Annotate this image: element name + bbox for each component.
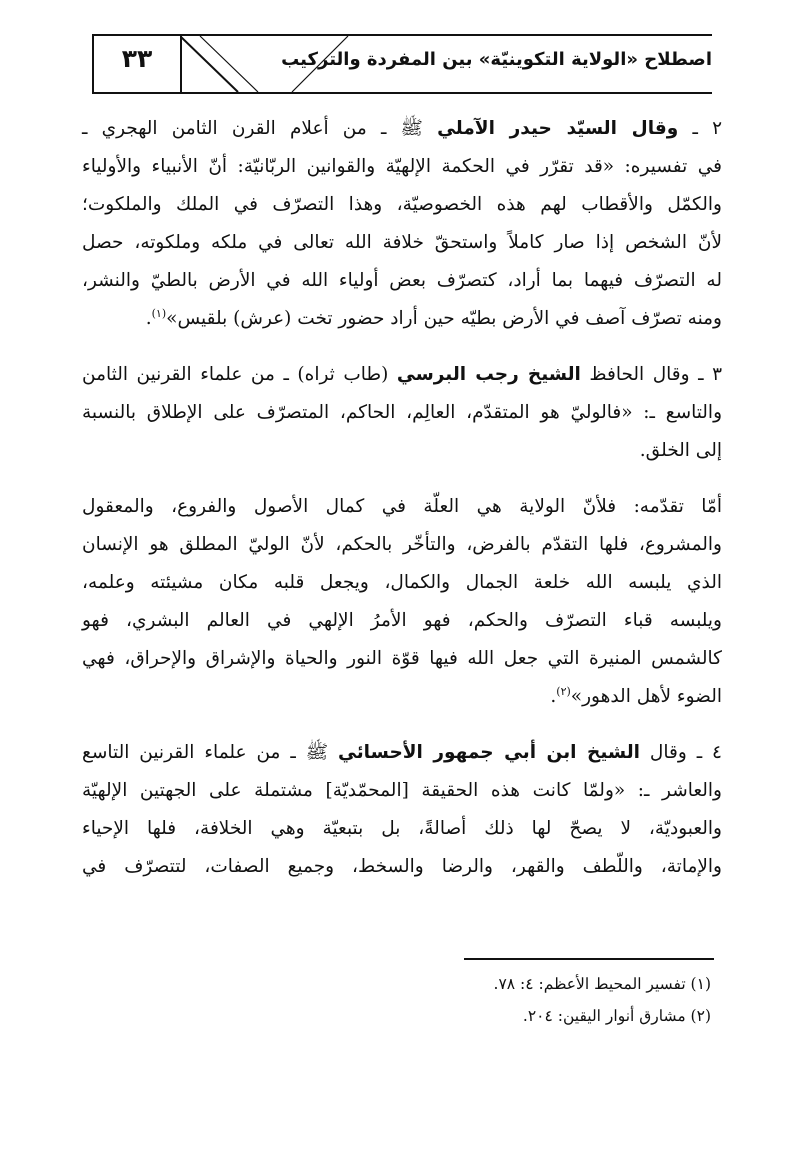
page-number-box [92, 36, 182, 92]
text-line: ويلبسه قباء التصرّف والحكم، فهو الأمرُ الإلهي في العالم البشري، فهو [82, 610, 722, 631]
text-line: لأنّ الشخص إذا صار كاملاً واستحقّ خلافة الله تعالى في ملكه وملكوته، حصل [82, 232, 722, 253]
text-line: في تفسيره: «قد تقرّر في الحكمة الإلهيّة والقوانين الربّانيّة: أنّ الأنبياء والأولياء [82, 156, 722, 177]
footnote-1: (١) تفسير المحيط الأعظم: ٤: ٧٨. [493, 975, 711, 993]
footnote-ref[interactable]: (٢) [556, 684, 571, 698]
running-header [92, 34, 712, 94]
text-line: له التصرّف فيهما بما أراد، كتصرّف بعض أولياء الله في الأرض بالطيّ والنشر، [82, 270, 722, 291]
footnotes [211, 968, 711, 1032]
footnote-separator [464, 958, 714, 960]
text-line: والعبوديّة، لا يصحّ لها ذلك أصالةً، بل بتبعيّة وهي الخلافة، فلها الإحياء [82, 818, 722, 839]
bold-name: الشيخ رجب البرسي [396, 364, 581, 385]
main-text [82, 110, 722, 886]
page-number: ٣٣ [121, 44, 153, 73]
text-line: والمشروع، فلها التقدّم بالفرض، والتأخّر بالحكم، لأنّ الوليّ المطلق هو الإنسان [82, 534, 722, 555]
text-line: أمّا تقدّمه: فلأنّ الولاية هي العلّة في كمال الأصول والفروع، والمعقول [82, 496, 722, 517]
text-line: والتاسع ـ: «فالوليّ هو المتقدّم، العالِم، الحاكم، المتصرّف على الإطلاق بالنسبة [82, 402, 722, 423]
text-line: ومنه تصرّف آصف في الأرض بطيّه حين أراد حضور تخت (عرش) بلقيس»$^{(١)}$. [145, 306, 722, 329]
text-line: ٤ ـ وقال الشيخ ابن أبي جمهور الأحسائي ﷺ ـ من علماء القرنين التاسع [82, 742, 722, 763]
text-line: والكمّل والأقطاب لهم هذه الخصوصيّة، وهذا التصرّف في الملك والملكوت؛ [82, 194, 722, 215]
text-line: كالشمس المنيرة التي جعل الله فيها قوّة النور والحياة والإشراق والإحراق، فهي [82, 648, 722, 669]
text-line: والإماتة، واللّطف والقهر، والرضا والسخط، وجميع الصفات، لتتصرّف في [82, 856, 722, 877]
text-line: والعاشر ـ: «ولمّا كانت هذه الحقيقة [المحمّديّة] مشتملة على الجهتين الإلهيّة [82, 780, 722, 801]
text-line: ٢ ـ وقال السيّد حيدر الآملي ﷺ ـ من أعلام القرن الثامن الهجري ـ [82, 118, 722, 139]
text-line: الضوء لأهل الدهور»$^{(٢)}$. [550, 684, 722, 707]
bold-name: وقال السيّد حيدر الآملي [437, 118, 679, 139]
bold-name: الشيخ ابن أبي جمهور الأحسائي [338, 742, 640, 763]
text-line: الذي يلبسه الله خلعة الجمال والكمال، ويجعل قلبه مكان مشيئته وعلمه، [82, 572, 722, 593]
footnote-ref[interactable]: (١) [151, 306, 167, 320]
text-line: إلى الخلق. [639, 440, 722, 461]
footnote-2: (٢) مشارق أنوار اليقين: ٢٠٤. [522, 1007, 711, 1025]
running-title: اصطلاح «الولاية التكوينيّة» بين المفردة والتركيب [281, 49, 712, 70]
text-line: ٣ ـ وقال الحافظ الشيخ رجب البرسي (طاب ثراه) ـ من علماء القرنين الثامن [82, 364, 722, 385]
header-bottom-rule [92, 92, 712, 94]
